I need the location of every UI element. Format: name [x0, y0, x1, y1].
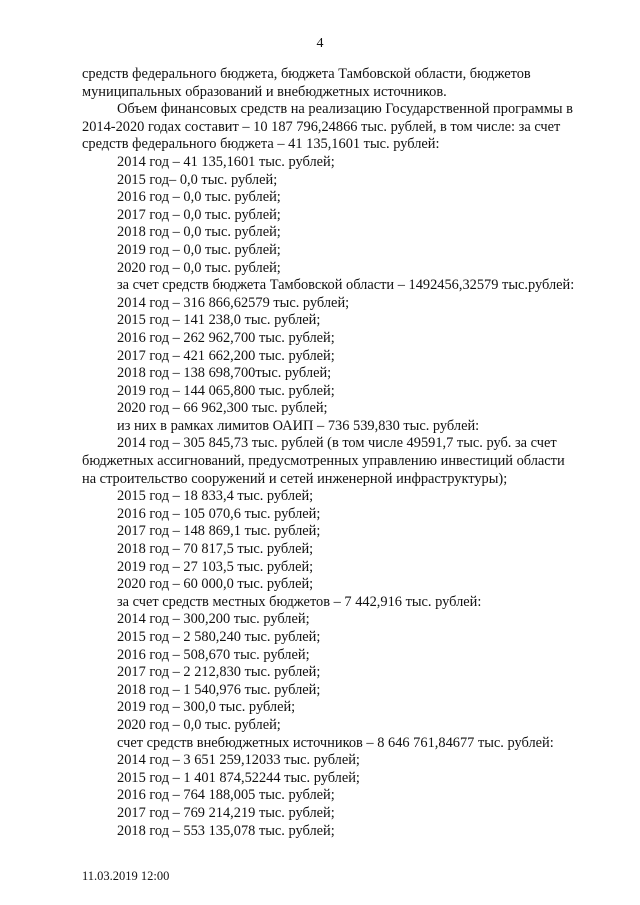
- list-item: 2019 год – 144 065,800 тыс. рублей;: [117, 382, 335, 399]
- page-number: 4: [316, 36, 324, 51]
- list-item: 2016 год – 508,670 тыс. рублей;: [117, 646, 310, 663]
- list-item: 2014 год – 300,200 тыс. рублей;: [117, 611, 310, 628]
- footer-timestamp: 11.03.2019 12:00: [82, 869, 170, 883]
- list-item: 2015 год – 18 833,4 тыс. рублей;: [117, 488, 314, 505]
- list-item: 2016 год – 764 188,005 тыс. рублей;: [117, 787, 335, 804]
- list-item: 2017 год – 769 214,219 тыс. рублей;: [117, 804, 335, 821]
- section-heading-line: за счет средств бюджета Тамбовской области – 1492456,32579 тыс.рублей:: [117, 277, 575, 294]
- list-item: 2015 год– 0,0 тыс. рублей;: [117, 171, 278, 188]
- list-item: 2014 год – 316 866,62579 тыс. рублей;: [117, 294, 350, 311]
- list-item: 2014 год – 41 135,1601 тыс. рублей;: [117, 153, 335, 170]
- list-item: 2015 год – 141 238,0 тыс. рублей;: [117, 312, 321, 329]
- text-line: средств федерального бюджета – 41 135,1601 тыс. рублей:: [82, 136, 440, 153]
- list-item: 2018 год – 138 698,700тыс. рублей;: [117, 365, 332, 382]
- text-line: 2014-2020 годах составит – 10 187 796,24866 тыс. рублей, в том числе: за счет: [82, 118, 561, 135]
- list-item: 2020 год – 0,0 тыс. рублей;: [117, 716, 281, 733]
- list-item: 2019 год – 0,0 тыс. рублей;: [117, 241, 281, 258]
- list-item: 2018 год – 70 817,5 тыс. рублей;: [117, 541, 314, 558]
- section-heading-line: из них в рамках лимитов ОАИП – 736 539,830 тыс. рублей:: [117, 417, 480, 434]
- list-item: 2020 год – 0,0 тыс. рублей;: [117, 259, 281, 276]
- text-line: средств федерального бюджета, бюджета Тамбовской области, бюджетов: [82, 66, 531, 82]
- list-item: 2017 год – 421 662,200 тыс. рублей;: [117, 347, 335, 364]
- list-item: 2016 год – 0,0 тыс. рублей;: [117, 189, 281, 206]
- document-body: [82, 66, 602, 840]
- list-item: 2017 год – 148 869,1 тыс. рублей;: [117, 523, 321, 540]
- list-item: 2017 год – 2 212,830 тыс. рублей;: [117, 664, 321, 681]
- list-item: 2015 год – 1 401 874,52244 тыс. рублей;: [117, 769, 360, 786]
- list-item: 2019 год – 300,0 тыс. рублей;: [117, 699, 296, 716]
- list-item: 2019 год – 27 103,5 тыс. рублей;: [117, 558, 314, 575]
- list-item: 2014 год – 305 845,73 тыс. рублей (в том числе 49591,7 тыс. руб. за счет: [117, 435, 557, 452]
- list-item: 2018 год – 0,0 тыс. рублей;: [117, 224, 281, 241]
- paragraph-start-line: Объем финансовых средств на реализацию Государственной программы в: [117, 101, 573, 118]
- list-item: 2018 год – 553 135,078 тыс. рублей;: [117, 822, 335, 839]
- list-item: 2016 год – 262 962,700 тыс. рублей;: [117, 329, 335, 346]
- list-item: 2018 год – 1 540,976 тыс. рублей;: [117, 681, 321, 698]
- text-line: на строительство сооружений и сетей инженерной инфраструктуры);: [82, 470, 508, 487]
- section-heading-line: счет средств внебюджетных источников – 8 646 761,84677 тыс. рублей:: [117, 734, 554, 751]
- text-line: муниципальных образований и внебюджетных источников.: [82, 83, 447, 100]
- text-line: бюджетных ассигнований, предусмотренных управлению инвестиций области: [82, 453, 565, 470]
- list-item: 2017 год – 0,0 тыс. рублей;: [117, 206, 281, 223]
- list-item: 2015 год – 2 580,240 тыс. рублей;: [117, 629, 321, 645]
- list-item: 2016 год – 105 070,6 тыс. рублей;: [117, 505, 321, 522]
- list-item: 2014 год – 3 651 259,12033 тыс. рублей;: [117, 752, 360, 769]
- section-heading-line: за счет средств местных бюджетов – 7 442,916 тыс. рублей:: [117, 593, 482, 610]
- list-item: 2020 год – 60 000,0 тыс. рублей;: [117, 576, 314, 593]
- list-item: 2020 год – 66 962,300 тыс. рублей;: [117, 400, 328, 417]
